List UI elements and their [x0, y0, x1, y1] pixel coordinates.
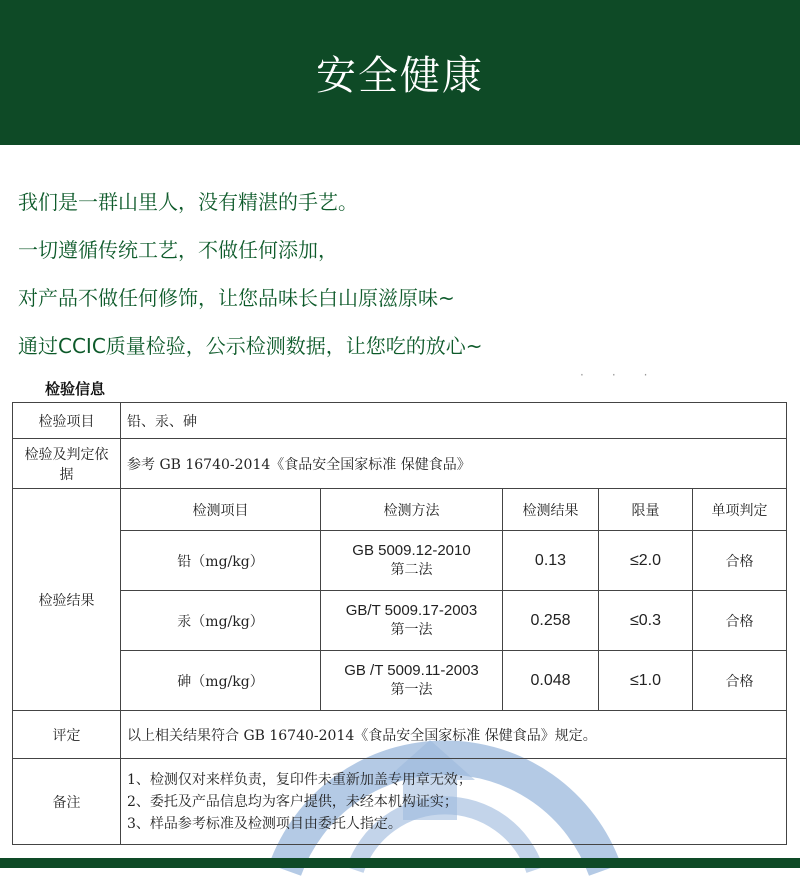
header-cell: 检测项目 — [121, 489, 321, 531]
remarks-label: 备注 — [13, 759, 121, 845]
basis-label: 检验及判定依据 — [13, 439, 121, 489]
remarks-value — [121, 759, 787, 845]
intro-line: 我们是一群山里人，没有精湛的手艺。 — [18, 190, 358, 214]
method-sub: 第一法 — [390, 682, 433, 698]
table-row — [13, 591, 787, 651]
table-row — [13, 403, 787, 439]
result-item: 砷（mg/kg） — [121, 651, 321, 711]
method-code: GB /T 5009.11-2003 — [344, 662, 479, 679]
header-cell: 限量 — [599, 489, 693, 531]
header-banner — [0, 0, 800, 145]
inspection-items-value: 铅、汞、砷 — [121, 403, 787, 439]
method-sub: 第二法 — [390, 562, 433, 578]
result-verdict: 合格 — [693, 591, 787, 651]
header-cell: 单项判定 — [693, 489, 787, 531]
intro-line: 对产品不做任何修饰，让您品味长白山原滋原味~ — [18, 286, 455, 310]
method-code: GB 5009.12-2010 — [352, 542, 471, 559]
inspection-items-label: 检验项目 — [13, 403, 121, 439]
table-row — [13, 759, 787, 845]
result-item: 铅（mg/kg） — [121, 531, 321, 591]
result-method — [321, 591, 503, 651]
result-limit: ≤2.0 — [599, 531, 693, 591]
method-code: GB/T 5009.17-2003 — [345, 602, 478, 619]
results-label: 检验结果 — [13, 489, 121, 711]
header-cell: 检测结果 — [503, 489, 599, 531]
result-value: 0.258 — [503, 591, 599, 651]
result-limit: ≤0.3 — [599, 591, 693, 651]
remark-line: 1、检测仅对来样负责，复印件未重新加盖专用章无效； — [127, 771, 472, 788]
result-method — [321, 651, 503, 711]
result-method — [321, 531, 503, 591]
remark-line: 2、委托及产品信息均为客户提供，未经本机构证实； — [127, 793, 458, 810]
table-row — [13, 489, 787, 531]
page-title: 安全健康 — [316, 53, 484, 99]
table-row — [13, 651, 787, 711]
result-verdict: 合格 — [693, 651, 787, 711]
table-row — [13, 439, 787, 489]
footer-bar — [0, 858, 800, 868]
inspection-report-table — [12, 402, 787, 845]
result-item: 汞（mg/kg） — [121, 591, 321, 651]
method-sub: 第一法 — [390, 622, 433, 638]
evaluation-value: 以上相关结果符合 GB 16740-2014《食品安全国家标准 保健食品》规定。 — [121, 711, 787, 759]
intro-line: 一切遵循传统工艺，不做任何添加， — [18, 238, 338, 262]
report-section-title: 检验信息 — [45, 380, 106, 398]
table-row — [13, 711, 787, 759]
table-row — [13, 531, 787, 591]
intro-text-block — [18, 180, 788, 372]
header-cell: 检测方法 — [321, 489, 503, 531]
result-verdict: 合格 — [693, 531, 787, 591]
result-value: 0.13 — [503, 531, 599, 591]
evaluation-label: 评定 — [13, 711, 121, 759]
basis-value: 参考 GB 16740-2014《食品安全国家标准 保健食品》 — [121, 439, 787, 489]
result-limit: ≤1.0 — [599, 651, 693, 711]
intro-line: 通过CCIC质量检验，公示检测数据，让您吃的放心~ — [18, 334, 483, 358]
result-value: 0.048 — [503, 651, 599, 711]
scan-dots: ··· — [580, 368, 676, 382]
remark-line: 3、样品参考标准及检测项目由委托人指定。 — [127, 815, 402, 832]
